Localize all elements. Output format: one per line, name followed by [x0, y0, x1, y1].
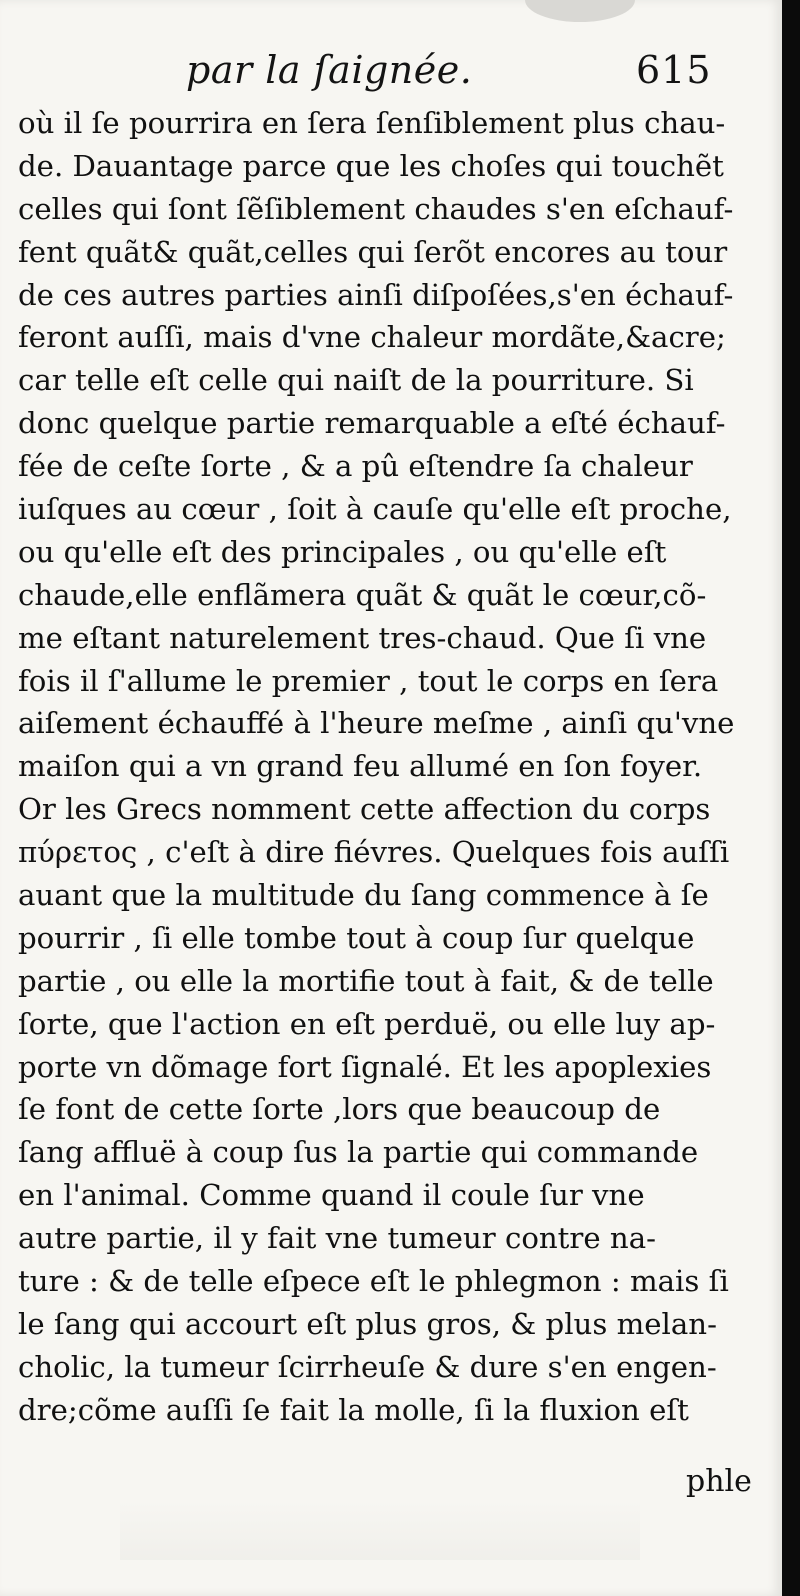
text-line: chaude,elle enflãmera quãt & quãt le cœur,cõ-: [18, 577, 707, 612]
text-line: Or les Grecs nomment cette affection du corps: [18, 792, 711, 827]
show-through-bleed: [120, 1500, 640, 1560]
text-line: ou qu'elle eſt des principales , ou qu'elle eſt: [18, 534, 667, 569]
text-line: de. Dauantage parce que les choſes qui touchẽt: [18, 148, 724, 183]
text-line: celles qui ſont ſẽſiblement chaudes s'en eſchauf-: [18, 191, 734, 226]
catchword: phle: [686, 1464, 752, 1499]
page-edge: [782, 0, 800, 1596]
text-line: car telle eſt celle qui naiſt de la pourriture. Si: [18, 363, 694, 398]
text-line: iuſques au cœur , ſoit à cauſe qu'elle eſt proche,: [18, 492, 732, 527]
text-line: fée de ceſte ſorte , & a pû eſtendre ſa chaleur: [18, 449, 693, 484]
body-text: [18, 102, 758, 1432]
text-line: porte vn dõmage fort ſignalé. Et les apoplexies: [18, 1049, 712, 1084]
text-line: pourrir , ſi elle tombe tout à coup ſur quelque: [18, 920, 695, 955]
text-line: ſe font de cette ſorte ,lors que beaucoup de: [18, 1092, 661, 1127]
text-line: de ces autres parties ainſi diſpoſées,s'en échauf-: [18, 277, 734, 312]
text-line: ture : & de telle eſpece eſt le phlegmon : mais ſi: [18, 1264, 729, 1299]
text-line: donc quelque partie remarquable a eſté échauf-: [18, 406, 726, 441]
text-line: où il ſe pourrira en ſera ſenſiblement plus chau-: [18, 106, 726, 140]
text-line: auant que la multitude du ſang commence à ſe: [18, 878, 709, 913]
page-corner-shadow: [525, 0, 635, 22]
text-line: ſang affluë à coup ſus la partie qui commande: [18, 1135, 699, 1170]
page-number: 615: [636, 48, 712, 92]
text-line: feront auſſi, mais d'vne chaleur mordãte,&acre;: [18, 320, 726, 355]
text-line: me eſtant naturelement tres-chaud. Que ſi vne: [18, 620, 707, 655]
page-header: [0, 48, 782, 98]
text-line: en l'animal. Comme quand il coule ſur vne: [18, 1178, 645, 1213]
text-line: maiſon qui a vn grand feu allumé en ſon foyer.: [18, 749, 703, 784]
text-line: aiſement échauffé à l'heure meſme , ainſi qu'vne: [18, 706, 735, 741]
text-line: le ſang qui accourt eſt plus gros, & plus melan-: [18, 1306, 717, 1341]
text-line: πύρετος , c'eſt à dire fiévres. Quelques fois auſſi: [18, 835, 730, 870]
running-title: par la ſaignée.: [186, 48, 473, 92]
text-line: dre;cõme auſſi ſe fait la molle, ſi la fluxion eſt: [18, 1392, 689, 1427]
text-line: partie , ou elle la mortifie tout à fait, & de telle: [18, 963, 714, 998]
text-line: fois il ſ'allume le premier , tout le corps en ſera: [18, 663, 719, 698]
text-line: ſorte, que l'action en eſt perduë, ou elle luy ap-: [18, 1006, 716, 1041]
text-line: cholic, la tumeur ſcirrheuſe & dure s'en engen-: [18, 1349, 717, 1384]
text-line: fent quãt& quãt,celles qui ſerõt encores au tour: [18, 234, 728, 269]
text-line: autre partie, il y fait vne tumeur contre na-: [18, 1221, 656, 1256]
